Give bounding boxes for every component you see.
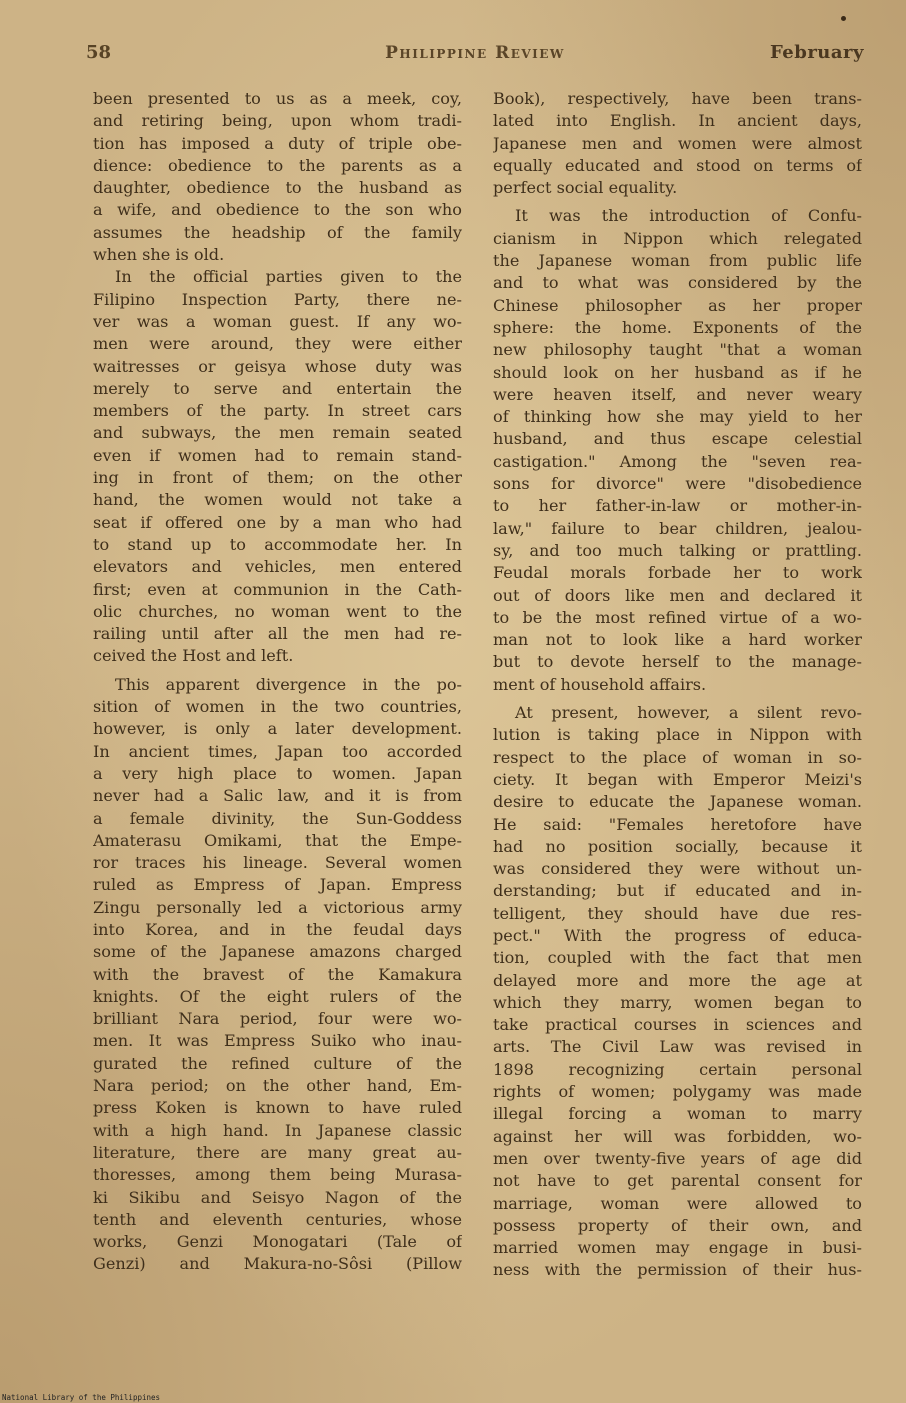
text-line: but to devote herself to the manage- <box>493 652 862 672</box>
text-line: thoresses, among them being Murasa- <box>93 1165 462 1185</box>
text-line: merely to serve and entertain the <box>93 378 462 398</box>
text-line: ing in front of them; on the other <box>93 468 462 488</box>
text-line: castigation." Among the "seven rea- <box>493 451 862 471</box>
text-line: He said: "Females heretofore have <box>493 814 862 834</box>
text-line: a very high place to women. Japan <box>93 763 462 783</box>
text-line: and subways, the men remain seated <box>93 423 462 443</box>
text-line: first; even at communion in the Cath- <box>93 579 462 599</box>
text-line: sition of women in the two countries, <box>93 697 462 717</box>
text-line: At present, however, a silent revo- <box>515 703 862 723</box>
page-number: 58 <box>86 42 112 63</box>
text-line: equally educated and stood on terms of <box>493 155 862 175</box>
text-line: into Korea, and in the feudal days <box>93 919 462 939</box>
text-line: marriage, woman were allowed to <box>493 1193 862 1213</box>
text-line: tion, coupled with the fact that men <box>493 948 862 968</box>
text-line: not have to get parental consent for <box>493 1171 862 1191</box>
text-line: knights. Of the eight rulers of the <box>93 986 462 1006</box>
text-line: the Japanese woman from public life <box>493 251 862 271</box>
page-header <box>86 40 864 70</box>
text-line: pect." With the progress of educa- <box>493 925 862 945</box>
text-line: Zingu personally led a victorious army <box>93 897 462 917</box>
text-line: assumes the headship of the family <box>93 222 462 242</box>
text-line: men were around, they were either <box>93 334 462 354</box>
article-column-left <box>93 88 462 1276</box>
text-line: hand, the women would not take a <box>93 490 462 510</box>
text-line: sons for divorce" were "disobedience <box>493 474 862 494</box>
ink-speck <box>841 16 846 21</box>
text-line: husband, and thus escape celestial <box>493 429 862 449</box>
text-line: Chinese philosopher as her proper <box>493 295 862 315</box>
text-line: a wife, and obedience to the son who <box>93 200 462 220</box>
text-line: This apparent divergence in the po- <box>115 674 462 694</box>
text-line: ceived the Host and left. <box>93 646 294 666</box>
text-line: out of doors like men and declared it <box>493 585 862 605</box>
publication-title: Philippine Review <box>385 43 565 63</box>
text-line: ciety. It began with Emperor Meizi's <box>493 769 862 789</box>
text-line: dience: obedience to the parents as a <box>93 155 462 175</box>
text-line: sphere: the home. Exponents of the <box>493 317 862 337</box>
text-line: with a high hand. In Japanese classic <box>93 1120 462 1140</box>
text-line: men over twenty-five years of age did <box>493 1148 862 1168</box>
text-line: ment of household affairs. <box>493 674 707 694</box>
text-line: been presented to us as a meek, coy, <box>93 89 462 108</box>
text-line: possess property of their own, and <box>493 1215 862 1235</box>
text-line: should look on her husband as if he <box>493 362 862 382</box>
text-line: law," failure to bear children, jealou- <box>493 518 862 538</box>
text-line: Amaterasu Omikami, that the Empe- <box>93 830 462 850</box>
text-line: Book), respectively, have been trans- <box>493 89 862 108</box>
article-column-right <box>493 88 862 1282</box>
text-line: rights of women; polygamy was made <box>493 1082 862 1102</box>
text-line: married women may engage in busi- <box>493 1238 862 1258</box>
text-line: ror traces his lineage. Several women <box>93 853 462 873</box>
text-line: were heaven itself, and never weary <box>493 384 862 404</box>
text-line: men. It was Empress Suiko who inau- <box>93 1031 462 1051</box>
text-line: brilliant Nara period, four were wo- <box>93 1009 462 1029</box>
text-line: perfect social equality. <box>493 178 678 198</box>
text-line: and to what was considered by the <box>493 273 862 293</box>
text-line: was considered they were without un- <box>493 859 862 879</box>
text-line: telligent, they should have due res- <box>493 903 862 923</box>
text-line: respect to the place of woman in so- <box>493 747 862 767</box>
text-line: Japanese men and women were almost <box>493 133 862 153</box>
text-line: railing until after all the men had re- <box>93 624 462 644</box>
text-line: sy, and too much talking or prattling. <box>493 540 862 560</box>
text-line: to be the most refined virtue of a wo- <box>493 607 862 627</box>
text-line: seat if offered one by a man who had <box>93 512 462 532</box>
issue-month: February <box>769 42 864 63</box>
text-line: In the official parties given to the <box>115 267 462 287</box>
text-line: cianism in Nippon which relegated <box>493 228 862 248</box>
text-line: tion has imposed a duty of triple obe- <box>93 133 462 153</box>
text-line: which they marry, women began to <box>493 992 862 1012</box>
text-line: In ancient times, Japan too accorded <box>93 741 462 761</box>
text-line: Nara period; on the other hand, Em- <box>93 1076 462 1096</box>
text-line: 1898 recognizing certain personal <box>493 1059 862 1079</box>
text-line: gurated the refined culture of the <box>93 1053 462 1073</box>
text-line: had no position socially, because it <box>493 836 862 856</box>
text-line: even if women had to remain stand- <box>93 445 462 465</box>
text-line: take practical courses in sciences and <box>493 1015 862 1035</box>
text-line: delayed more and more the age at <box>493 970 862 990</box>
text-line: when she is old. <box>93 245 225 265</box>
text-line: to her father-in-law or mother-in- <box>493 496 862 516</box>
text-line: Genzi) and Makura-no-Sôsi (Pillow <box>93 1254 462 1274</box>
text-line: ki Sikibu and Seisyo Nagon of the <box>93 1187 462 1207</box>
text-line: arts. The Civil Law was revised in <box>493 1037 862 1057</box>
text-line: tenth and eleventh centuries, whose <box>93 1209 462 1229</box>
text-line: ness with the permission of their hus- <box>493 1260 862 1280</box>
text-line: however, is only a later development. <box>93 719 462 739</box>
library-credit: National Library of the Philippines <box>2 1393 161 1402</box>
text-line: new philosophy taught "that a woman <box>493 340 862 360</box>
text-line: lution is taking place in Nippon with <box>493 725 862 745</box>
text-line: with the bravest of the Kamakura <box>93 964 462 984</box>
text-line: elevators and vehicles, men entered <box>93 557 462 577</box>
text-line: press Koken is known to have ruled <box>93 1098 462 1118</box>
text-line: illegal forcing a woman to marry <box>493 1104 862 1124</box>
text-line: literature, there are many great au- <box>93 1142 462 1162</box>
text-line: derstanding; but if educated and in- <box>493 881 862 901</box>
text-line: some of the Japanese amazons charged <box>93 942 462 962</box>
text-line: ruled as Empress of Japan. Empress <box>93 875 462 895</box>
text-line: Filipino Inspection Party, there ne- <box>93 289 462 309</box>
text-line: and retiring being, upon whom tradi- <box>93 111 462 131</box>
text-line: never had a Salic law, and it is from <box>93 786 462 806</box>
text-line: ver was a woman guest. If any wo- <box>93 311 462 331</box>
text-line: a female divinity, the Sun-Goddess <box>93 808 462 828</box>
text-line: It was the introduction of Confu- <box>515 206 862 226</box>
text-line: daughter, obedience to the husband as <box>93 178 462 198</box>
text-line: desire to educate the Japanese woman. <box>493 792 862 812</box>
text-line: olic churches, no woman went to the <box>93 601 462 621</box>
text-line: Feudal morals forbade her to work <box>493 563 862 583</box>
text-line: works, Genzi Monogatari (Tale of <box>93 1232 462 1252</box>
text-line: man not to look like a hard worker <box>493 630 862 650</box>
text-line: lated into English. In ancient days, <box>493 111 862 131</box>
text-line: members of the party. In street cars <box>93 401 462 421</box>
text-line: of thinking how she may yield to her <box>493 407 862 427</box>
text-line: against her will was forbidden, wo- <box>493 1126 862 1146</box>
text-line: to stand up to accommodate her. In <box>93 534 462 554</box>
text-line: waitresses or geisya whose duty was <box>93 356 462 376</box>
